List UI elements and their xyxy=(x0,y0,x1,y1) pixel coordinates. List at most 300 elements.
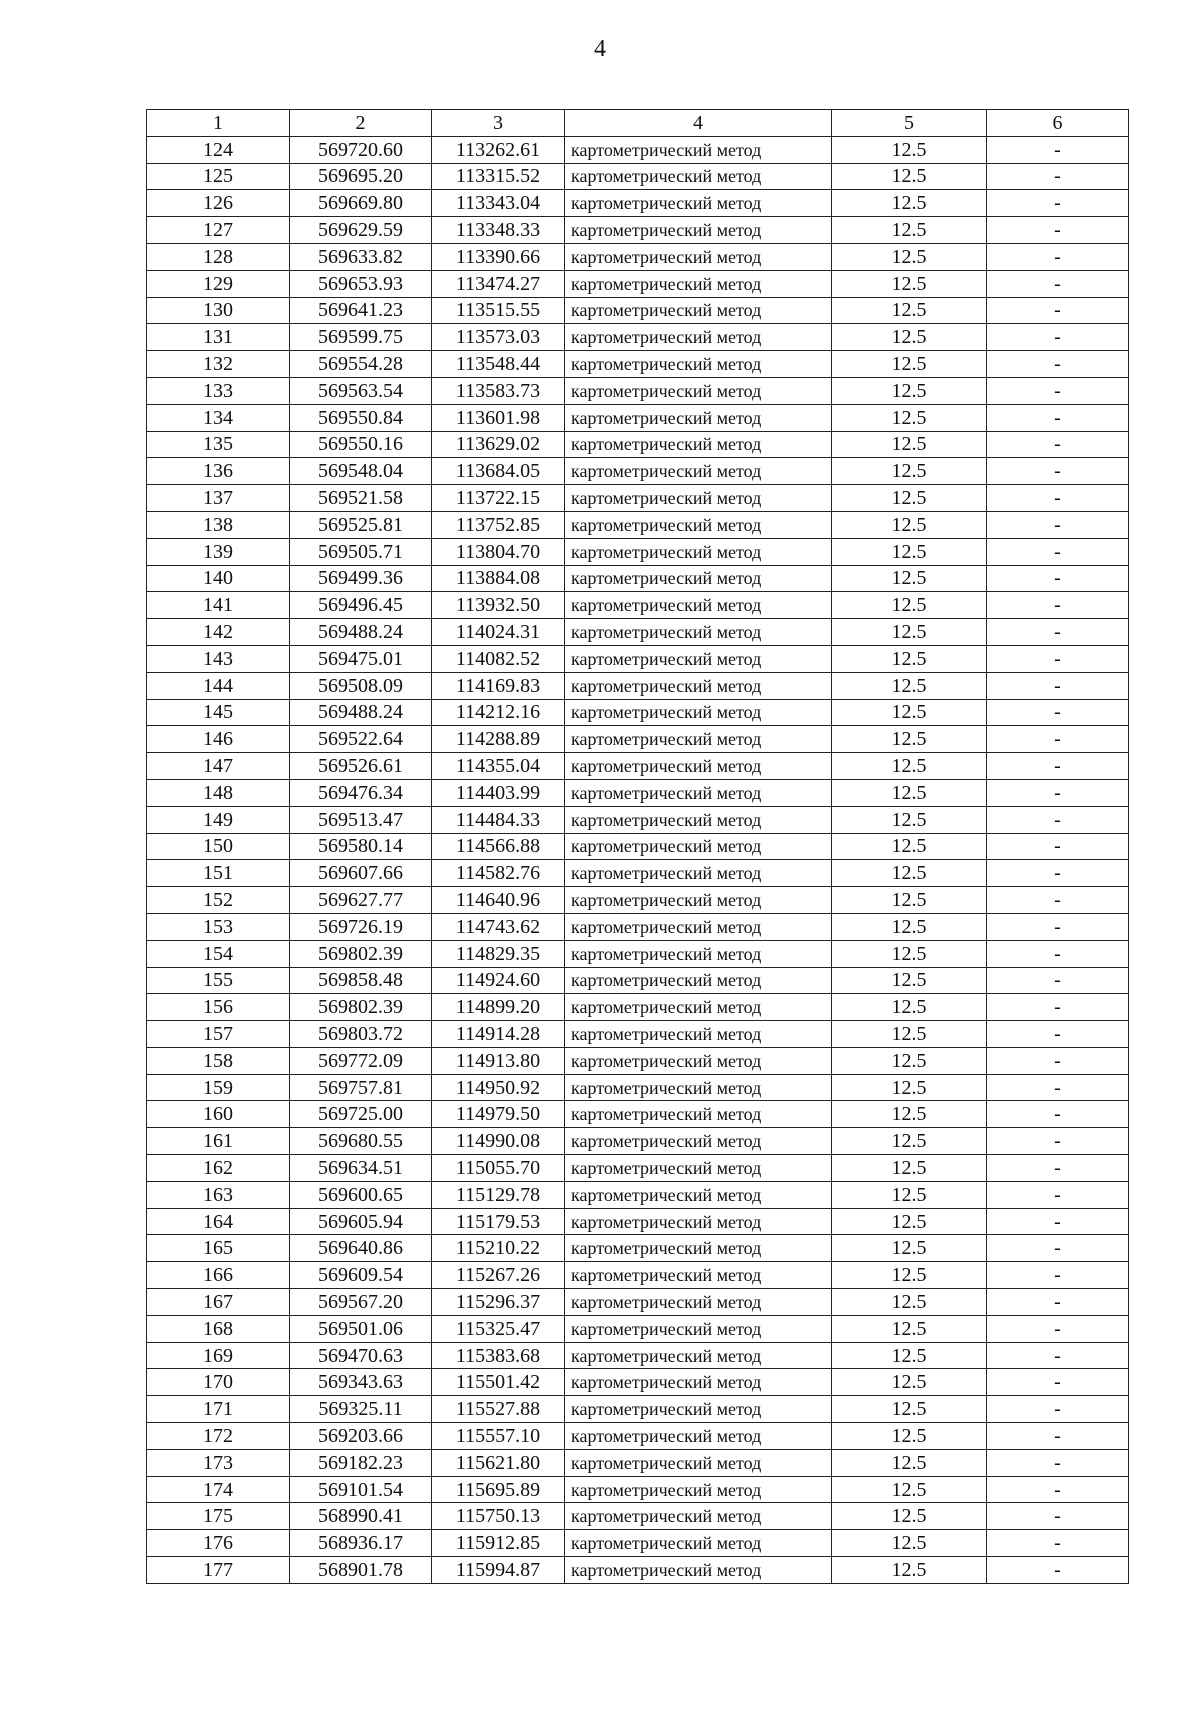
accuracy-cell: 12.5 xyxy=(832,485,987,512)
note-cell: - xyxy=(987,351,1129,378)
method-cell: картометрический метод xyxy=(565,806,832,833)
method-cell: картометрический метод xyxy=(565,136,832,163)
method-cell: картометрический метод xyxy=(565,1396,832,1423)
y-coordinate-cell: 115527.88 xyxy=(432,1396,565,1423)
point-number-cell: 160 xyxy=(147,1101,290,1128)
method-cell: картометрический метод xyxy=(565,243,832,270)
point-number-cell: 157 xyxy=(147,1021,290,1048)
note-cell: - xyxy=(987,1530,1129,1557)
x-coordinate-cell: 569554.28 xyxy=(290,351,432,378)
x-coordinate-cell: 569772.09 xyxy=(290,1047,432,1074)
table-row xyxy=(147,1155,1129,1182)
note-cell: - xyxy=(987,726,1129,753)
method-cell: картометрический метод xyxy=(565,860,832,887)
x-coordinate-cell: 569802.39 xyxy=(290,994,432,1021)
y-coordinate-cell: 113629.02 xyxy=(432,431,565,458)
table-row xyxy=(147,1074,1129,1101)
accuracy-cell: 12.5 xyxy=(832,324,987,351)
x-coordinate-cell: 569599.75 xyxy=(290,324,432,351)
note-cell: - xyxy=(987,270,1129,297)
x-coordinate-cell: 569475.01 xyxy=(290,645,432,672)
y-coordinate-cell: 114288.89 xyxy=(432,726,565,753)
table-row xyxy=(147,1047,1129,1074)
table-row xyxy=(147,887,1129,914)
x-coordinate-cell: 569550.16 xyxy=(290,431,432,458)
point-number-cell: 136 xyxy=(147,458,290,485)
table-row xyxy=(147,672,1129,699)
point-number-cell: 151 xyxy=(147,860,290,887)
point-number-cell: 153 xyxy=(147,913,290,940)
point-number-cell: 139 xyxy=(147,538,290,565)
note-cell: - xyxy=(987,1289,1129,1316)
x-coordinate-cell: 569496.45 xyxy=(290,592,432,619)
y-coordinate-cell: 113548.44 xyxy=(432,351,565,378)
y-coordinate-cell: 113390.66 xyxy=(432,243,565,270)
note-cell: - xyxy=(987,699,1129,726)
table-row xyxy=(147,779,1129,806)
method-cell: картометрический метод xyxy=(565,1101,832,1128)
accuracy-cell: 12.5 xyxy=(832,1128,987,1155)
y-coordinate-cell: 114829.35 xyxy=(432,940,565,967)
point-number-cell: 172 xyxy=(147,1423,290,1450)
note-cell: - xyxy=(987,672,1129,699)
accuracy-cell: 12.5 xyxy=(832,1235,987,1262)
table-row xyxy=(147,565,1129,592)
note-cell: - xyxy=(987,592,1129,619)
x-coordinate-cell: 569203.66 xyxy=(290,1423,432,1450)
method-cell: картометрический метод xyxy=(565,645,832,672)
table-row xyxy=(147,753,1129,780)
note-cell: - xyxy=(987,1235,1129,1262)
column-header-6: 6 xyxy=(987,110,1129,137)
x-coordinate-cell: 569720.60 xyxy=(290,136,432,163)
column-header-3: 3 xyxy=(432,110,565,137)
x-coordinate-cell: 569653.93 xyxy=(290,270,432,297)
table-row xyxy=(147,726,1129,753)
point-number-cell: 146 xyxy=(147,726,290,753)
x-coordinate-cell: 569488.24 xyxy=(290,699,432,726)
table-row xyxy=(147,1262,1129,1289)
x-coordinate-cell: 568990.41 xyxy=(290,1503,432,1530)
point-number-cell: 159 xyxy=(147,1074,290,1101)
point-number-cell: 149 xyxy=(147,806,290,833)
point-number-cell: 126 xyxy=(147,190,290,217)
point-number-cell: 130 xyxy=(147,297,290,324)
accuracy-cell: 12.5 xyxy=(832,672,987,699)
x-coordinate-cell: 569567.20 xyxy=(290,1289,432,1316)
accuracy-cell: 12.5 xyxy=(832,860,987,887)
accuracy-cell: 12.5 xyxy=(832,163,987,190)
y-coordinate-cell: 115557.10 xyxy=(432,1423,565,1450)
accuracy-cell: 12.5 xyxy=(832,565,987,592)
table-row xyxy=(147,485,1129,512)
table-row xyxy=(147,1396,1129,1423)
table-row xyxy=(147,806,1129,833)
note-cell: - xyxy=(987,377,1129,404)
method-cell: картометрический метод xyxy=(565,1476,832,1503)
note-cell: - xyxy=(987,1342,1129,1369)
method-cell: картометрический метод xyxy=(565,1449,832,1476)
table-row xyxy=(147,994,1129,1021)
x-coordinate-cell: 569609.54 xyxy=(290,1262,432,1289)
table-row xyxy=(147,860,1129,887)
accuracy-cell: 12.5 xyxy=(832,913,987,940)
y-coordinate-cell: 115621.80 xyxy=(432,1449,565,1476)
method-cell: картометрический метод xyxy=(565,887,832,914)
x-coordinate-cell: 569605.94 xyxy=(290,1208,432,1235)
point-number-cell: 170 xyxy=(147,1369,290,1396)
y-coordinate-cell: 113515.55 xyxy=(432,297,565,324)
table-body xyxy=(147,136,1129,1583)
y-coordinate-cell: 113684.05 xyxy=(432,458,565,485)
note-cell: - xyxy=(987,994,1129,1021)
x-coordinate-cell: 569508.09 xyxy=(290,672,432,699)
table-row xyxy=(147,538,1129,565)
x-coordinate-cell: 569499.36 xyxy=(290,565,432,592)
y-coordinate-cell: 113262.61 xyxy=(432,136,565,163)
accuracy-cell: 12.5 xyxy=(832,1101,987,1128)
method-cell: картометрический метод xyxy=(565,1047,832,1074)
accuracy-cell: 12.5 xyxy=(832,806,987,833)
note-cell: - xyxy=(987,404,1129,431)
point-number-cell: 152 xyxy=(147,887,290,914)
method-cell: картометрический метод xyxy=(565,1423,832,1450)
table-row xyxy=(147,1503,1129,1530)
x-coordinate-cell: 569526.61 xyxy=(290,753,432,780)
note-cell: - xyxy=(987,1074,1129,1101)
accuracy-cell: 12.5 xyxy=(832,377,987,404)
table-row xyxy=(147,1208,1129,1235)
y-coordinate-cell: 115055.70 xyxy=(432,1155,565,1182)
x-coordinate-cell: 569525.81 xyxy=(290,511,432,538)
point-number-cell: 135 xyxy=(147,431,290,458)
y-coordinate-cell: 114566.88 xyxy=(432,833,565,860)
accuracy-cell: 12.5 xyxy=(832,1047,987,1074)
note-cell: - xyxy=(987,538,1129,565)
y-coordinate-cell: 115695.89 xyxy=(432,1476,565,1503)
point-number-cell: 176 xyxy=(147,1530,290,1557)
y-coordinate-cell: 115750.13 xyxy=(432,1503,565,1530)
note-cell: - xyxy=(987,645,1129,672)
accuracy-cell: 12.5 xyxy=(832,1342,987,1369)
method-cell: картометрический метод xyxy=(565,1262,832,1289)
note-cell: - xyxy=(987,511,1129,538)
y-coordinate-cell: 114914.28 xyxy=(432,1021,565,1048)
method-cell: картометрический метод xyxy=(565,1530,832,1557)
point-number-cell: 166 xyxy=(147,1262,290,1289)
y-coordinate-cell: 115267.26 xyxy=(432,1262,565,1289)
accuracy-cell: 12.5 xyxy=(832,1396,987,1423)
point-number-cell: 165 xyxy=(147,1235,290,1262)
table-row xyxy=(147,1449,1129,1476)
point-number-cell: 141 xyxy=(147,592,290,619)
table-row xyxy=(147,1101,1129,1128)
point-number-cell: 169 xyxy=(147,1342,290,1369)
method-cell: картометрический метод xyxy=(565,1235,832,1262)
accuracy-cell: 12.5 xyxy=(832,699,987,726)
point-number-cell: 131 xyxy=(147,324,290,351)
y-coordinate-cell: 115994.87 xyxy=(432,1557,565,1584)
note-cell: - xyxy=(987,779,1129,806)
method-cell: картометрический метод xyxy=(565,538,832,565)
method-cell: картометрический метод xyxy=(565,190,832,217)
note-cell: - xyxy=(987,1208,1129,1235)
accuracy-cell: 12.5 xyxy=(832,1476,987,1503)
y-coordinate-cell: 114950.92 xyxy=(432,1074,565,1101)
point-number-cell: 127 xyxy=(147,217,290,244)
method-cell: картометрический метод xyxy=(565,565,832,592)
point-number-cell: 134 xyxy=(147,404,290,431)
table-row xyxy=(147,1423,1129,1450)
accuracy-cell: 12.5 xyxy=(832,779,987,806)
x-coordinate-cell: 569858.48 xyxy=(290,967,432,994)
x-coordinate-cell: 569803.72 xyxy=(290,1021,432,1048)
method-cell: картометрический метод xyxy=(565,217,832,244)
x-coordinate-cell: 569476.34 xyxy=(290,779,432,806)
accuracy-cell: 12.5 xyxy=(832,833,987,860)
accuracy-cell: 12.5 xyxy=(832,217,987,244)
method-cell: картометрический метод xyxy=(565,324,832,351)
y-coordinate-cell: 114355.04 xyxy=(432,753,565,780)
method-cell: картометрический метод xyxy=(565,994,832,1021)
method-cell: картометрический метод xyxy=(565,1021,832,1048)
note-cell: - xyxy=(987,806,1129,833)
accuracy-cell: 12.5 xyxy=(832,1557,987,1584)
x-coordinate-cell: 569580.14 xyxy=(290,833,432,860)
table-row xyxy=(147,431,1129,458)
accuracy-cell: 12.5 xyxy=(832,1181,987,1208)
note-cell: - xyxy=(987,324,1129,351)
accuracy-cell: 12.5 xyxy=(832,994,987,1021)
x-coordinate-cell: 569629.59 xyxy=(290,217,432,244)
table-row xyxy=(147,270,1129,297)
x-coordinate-cell: 569325.11 xyxy=(290,1396,432,1423)
note-cell: - xyxy=(987,1476,1129,1503)
accuracy-cell: 12.5 xyxy=(832,645,987,672)
note-cell: - xyxy=(987,1128,1129,1155)
note-cell: - xyxy=(987,1369,1129,1396)
x-coordinate-cell: 569640.86 xyxy=(290,1235,432,1262)
x-coordinate-cell: 569522.64 xyxy=(290,726,432,753)
method-cell: картометрический метод xyxy=(565,431,832,458)
column-header-1: 1 xyxy=(147,110,290,137)
accuracy-cell: 12.5 xyxy=(832,1315,987,1342)
accuracy-cell: 12.5 xyxy=(832,1449,987,1476)
x-coordinate-cell: 569641.23 xyxy=(290,297,432,324)
method-cell: картометрический метод xyxy=(565,1289,832,1316)
y-coordinate-cell: 113348.33 xyxy=(432,217,565,244)
table-row xyxy=(147,1315,1129,1342)
table-row xyxy=(147,940,1129,967)
note-cell: - xyxy=(987,431,1129,458)
y-coordinate-cell: 114913.80 xyxy=(432,1047,565,1074)
table-row xyxy=(147,967,1129,994)
point-number-cell: 168 xyxy=(147,1315,290,1342)
y-coordinate-cell: 115912.85 xyxy=(432,1530,565,1557)
note-cell: - xyxy=(987,565,1129,592)
method-cell: картометрический метод xyxy=(565,377,832,404)
note-cell: - xyxy=(987,1557,1129,1584)
x-coordinate-cell: 569627.77 xyxy=(290,887,432,914)
point-number-cell: 174 xyxy=(147,1476,290,1503)
x-coordinate-cell: 569669.80 xyxy=(290,190,432,217)
method-cell: картометрический метод xyxy=(565,1208,832,1235)
column-header-5: 5 xyxy=(832,110,987,137)
point-number-cell: 138 xyxy=(147,511,290,538)
y-coordinate-cell: 115325.47 xyxy=(432,1315,565,1342)
table-row xyxy=(147,458,1129,485)
accuracy-cell: 12.5 xyxy=(832,1021,987,1048)
accuracy-cell: 12.5 xyxy=(832,1074,987,1101)
x-coordinate-cell: 569101.54 xyxy=(290,1476,432,1503)
accuracy-cell: 12.5 xyxy=(832,619,987,646)
y-coordinate-cell: 114899.20 xyxy=(432,994,565,1021)
point-number-cell: 125 xyxy=(147,163,290,190)
method-cell: картометрический метод xyxy=(565,1342,832,1369)
y-coordinate-cell: 113932.50 xyxy=(432,592,565,619)
point-number-cell: 150 xyxy=(147,833,290,860)
note-cell: - xyxy=(987,619,1129,646)
x-coordinate-cell: 569501.06 xyxy=(290,1315,432,1342)
y-coordinate-cell: 114024.31 xyxy=(432,619,565,646)
x-coordinate-cell: 569802.39 xyxy=(290,940,432,967)
accuracy-cell: 12.5 xyxy=(832,1262,987,1289)
table-row xyxy=(147,377,1129,404)
x-coordinate-cell: 569680.55 xyxy=(290,1128,432,1155)
table-row xyxy=(147,699,1129,726)
note-cell: - xyxy=(987,887,1129,914)
table-row xyxy=(147,1021,1129,1048)
method-cell: картометрический метод xyxy=(565,297,832,324)
table-row xyxy=(147,243,1129,270)
note-cell: - xyxy=(987,1396,1129,1423)
point-number-cell: 158 xyxy=(147,1047,290,1074)
accuracy-cell: 12.5 xyxy=(832,458,987,485)
method-cell: картометрический метод xyxy=(565,458,832,485)
table-header-row xyxy=(147,110,1129,137)
point-number-cell: 155 xyxy=(147,967,290,994)
note-cell: - xyxy=(987,1449,1129,1476)
method-cell: картометрический метод xyxy=(565,270,832,297)
point-number-cell: 129 xyxy=(147,270,290,297)
y-coordinate-cell: 114484.33 xyxy=(432,806,565,833)
method-cell: картометрический метод xyxy=(565,940,832,967)
method-cell: картометрический метод xyxy=(565,913,832,940)
accuracy-cell: 12.5 xyxy=(832,270,987,297)
table-row xyxy=(147,1289,1129,1316)
method-cell: картометрический метод xyxy=(565,619,832,646)
y-coordinate-cell: 114582.76 xyxy=(432,860,565,887)
point-number-cell: 140 xyxy=(147,565,290,592)
point-number-cell: 164 xyxy=(147,1208,290,1235)
note-cell: - xyxy=(987,860,1129,887)
page-number: 4 xyxy=(594,36,606,62)
table-row xyxy=(147,1530,1129,1557)
y-coordinate-cell: 113752.85 xyxy=(432,511,565,538)
table-row xyxy=(147,163,1129,190)
y-coordinate-cell: 115501.42 xyxy=(432,1369,565,1396)
note-cell: - xyxy=(987,1503,1129,1530)
accuracy-cell: 12.5 xyxy=(832,592,987,619)
y-coordinate-cell: 115210.22 xyxy=(432,1235,565,1262)
y-coordinate-cell: 114082.52 xyxy=(432,645,565,672)
method-cell: картометрический метод xyxy=(565,726,832,753)
y-coordinate-cell: 114924.60 xyxy=(432,967,565,994)
x-coordinate-cell: 569505.71 xyxy=(290,538,432,565)
note-cell: - xyxy=(987,1181,1129,1208)
accuracy-cell: 12.5 xyxy=(832,297,987,324)
accuracy-cell: 12.5 xyxy=(832,431,987,458)
accuracy-cell: 12.5 xyxy=(832,1208,987,1235)
x-coordinate-cell: 569695.20 xyxy=(290,163,432,190)
accuracy-cell: 12.5 xyxy=(832,538,987,565)
y-coordinate-cell: 114640.96 xyxy=(432,887,565,914)
note-cell: - xyxy=(987,217,1129,244)
accuracy-cell: 12.5 xyxy=(832,351,987,378)
method-cell: картометрический метод xyxy=(565,672,832,699)
accuracy-cell: 12.5 xyxy=(832,136,987,163)
table-row xyxy=(147,1369,1129,1396)
x-coordinate-cell: 569607.66 xyxy=(290,860,432,887)
point-number-cell: 133 xyxy=(147,377,290,404)
x-coordinate-cell: 569548.04 xyxy=(290,458,432,485)
method-cell: картометрический метод xyxy=(565,1074,832,1101)
coordinates-table xyxy=(146,109,1129,1584)
note-cell: - xyxy=(987,1262,1129,1289)
x-coordinate-cell: 569634.51 xyxy=(290,1155,432,1182)
table-row xyxy=(147,190,1129,217)
method-cell: картометрический метод xyxy=(565,485,832,512)
accuracy-cell: 12.5 xyxy=(832,190,987,217)
point-number-cell: 143 xyxy=(147,645,290,672)
table-row xyxy=(147,324,1129,351)
method-cell: картометрический метод xyxy=(565,1369,832,1396)
x-coordinate-cell: 569343.63 xyxy=(290,1369,432,1396)
method-cell: картометрический метод xyxy=(565,404,832,431)
accuracy-cell: 12.5 xyxy=(832,753,987,780)
point-number-cell: 171 xyxy=(147,1396,290,1423)
y-coordinate-cell: 115179.53 xyxy=(432,1208,565,1235)
table-row xyxy=(147,1128,1129,1155)
table-row xyxy=(147,1235,1129,1262)
y-coordinate-cell: 115383.68 xyxy=(432,1342,565,1369)
note-cell: - xyxy=(987,1315,1129,1342)
column-header-4: 4 xyxy=(565,110,832,137)
point-number-cell: 132 xyxy=(147,351,290,378)
note-cell: - xyxy=(987,136,1129,163)
note-cell: - xyxy=(987,833,1129,860)
x-coordinate-cell: 569513.47 xyxy=(290,806,432,833)
method-cell: картометрический метод xyxy=(565,163,832,190)
table-row xyxy=(147,217,1129,244)
accuracy-cell: 12.5 xyxy=(832,940,987,967)
note-cell: - xyxy=(987,753,1129,780)
accuracy-cell: 12.5 xyxy=(832,1289,987,1316)
x-coordinate-cell: 569633.82 xyxy=(290,243,432,270)
point-number-cell: 144 xyxy=(147,672,290,699)
y-coordinate-cell: 114990.08 xyxy=(432,1128,565,1155)
table-row xyxy=(147,1181,1129,1208)
x-coordinate-cell: 569726.19 xyxy=(290,913,432,940)
x-coordinate-cell: 569488.24 xyxy=(290,619,432,646)
note-cell: - xyxy=(987,913,1129,940)
accuracy-cell: 12.5 xyxy=(832,511,987,538)
method-cell: картометрический метод xyxy=(565,1155,832,1182)
method-cell: картометрический метод xyxy=(565,1315,832,1342)
y-coordinate-cell: 113804.70 xyxy=(432,538,565,565)
note-cell: - xyxy=(987,967,1129,994)
point-number-cell: 128 xyxy=(147,243,290,270)
